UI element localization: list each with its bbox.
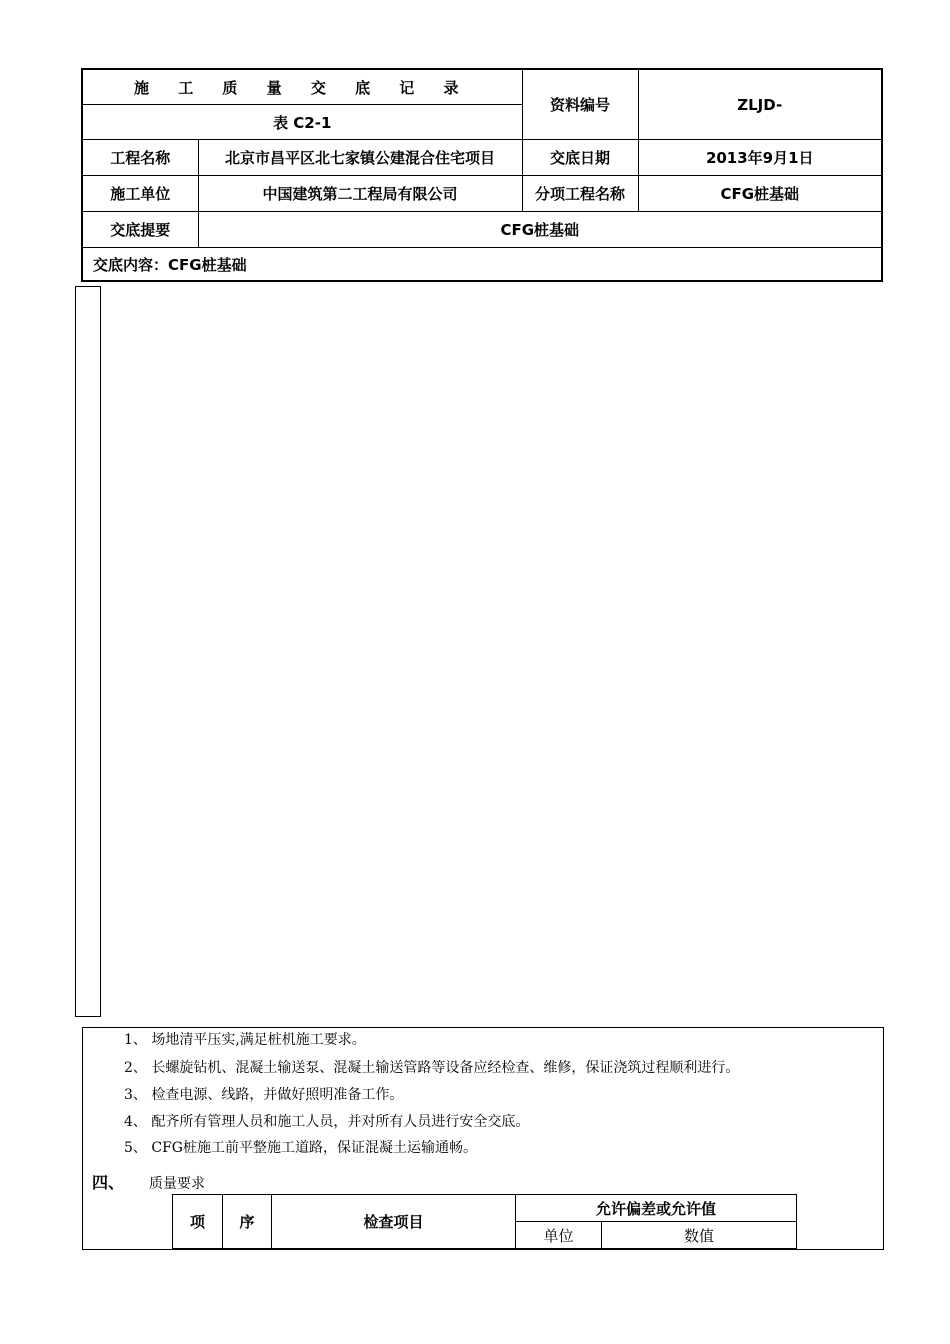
col-check: 检查项目: [272, 1195, 516, 1249]
prep-item-3: 3、 检查电源、线路，并做好照明准备工作。: [124, 1087, 404, 1103]
doc-no-label: 资料编号: [522, 69, 638, 140]
subproject-label: 分项工程名称: [522, 176, 638, 212]
subproject-value: CFG桩基础: [638, 176, 882, 212]
summary-label: 交底提要: [82, 212, 198, 248]
col-unit: 单位: [516, 1222, 602, 1249]
prep-item-4: 4、 配齐所有管理人员和施工人员，并对所有人员进行安全交底。: [124, 1114, 530, 1130]
unit-label: 施工单位: [82, 176, 198, 212]
col-item: 项: [173, 1195, 223, 1249]
section-title: 质量要求: [149, 1176, 205, 1192]
header-table: [81, 68, 883, 282]
col-seq: 序: [223, 1195, 272, 1249]
quality-table: [172, 1194, 797, 1249]
left-margin-frame: [75, 286, 101, 1017]
section-number: 四、: [92, 1173, 125, 1192]
col-value: 数值: [602, 1222, 797, 1249]
col-tolerance: 允许偏差或允许值: [516, 1195, 797, 1222]
date-label: 交底日期: [522, 140, 638, 176]
table-number: 表 C2-1: [82, 105, 522, 140]
date-value: 2013年9月1日: [638, 140, 882, 176]
content-label: 交底内容：CFG桩基础: [82, 248, 882, 282]
doc-no-value: ZLJD-: [638, 69, 882, 140]
prep-item-5: 5、 CFG桩施工前平整施工道路，保证混凝土运输通畅。: [124, 1140, 477, 1156]
prep-item-1: 1、 场地清平压实,满足桩机施工要求。: [124, 1032, 366, 1048]
prep-item-2: 2、 长螺旋钻机、混凝土输送泵、混凝土输送管路等设备应经检查、维修，保证浇筑过程顺利进行。: [124, 1060, 740, 1076]
unit-value: 中国建筑第二工程局有限公司: [198, 176, 522, 212]
summary-value: CFG桩基础: [198, 212, 882, 248]
content-section: [82, 1027, 884, 1250]
project-label: 工程名称: [82, 140, 198, 176]
project-value: 北京市昌平区北七家镇公建混合住宅项目: [198, 140, 522, 176]
form-title: 施 工 质 量 交 底 记 录: [82, 69, 522, 105]
